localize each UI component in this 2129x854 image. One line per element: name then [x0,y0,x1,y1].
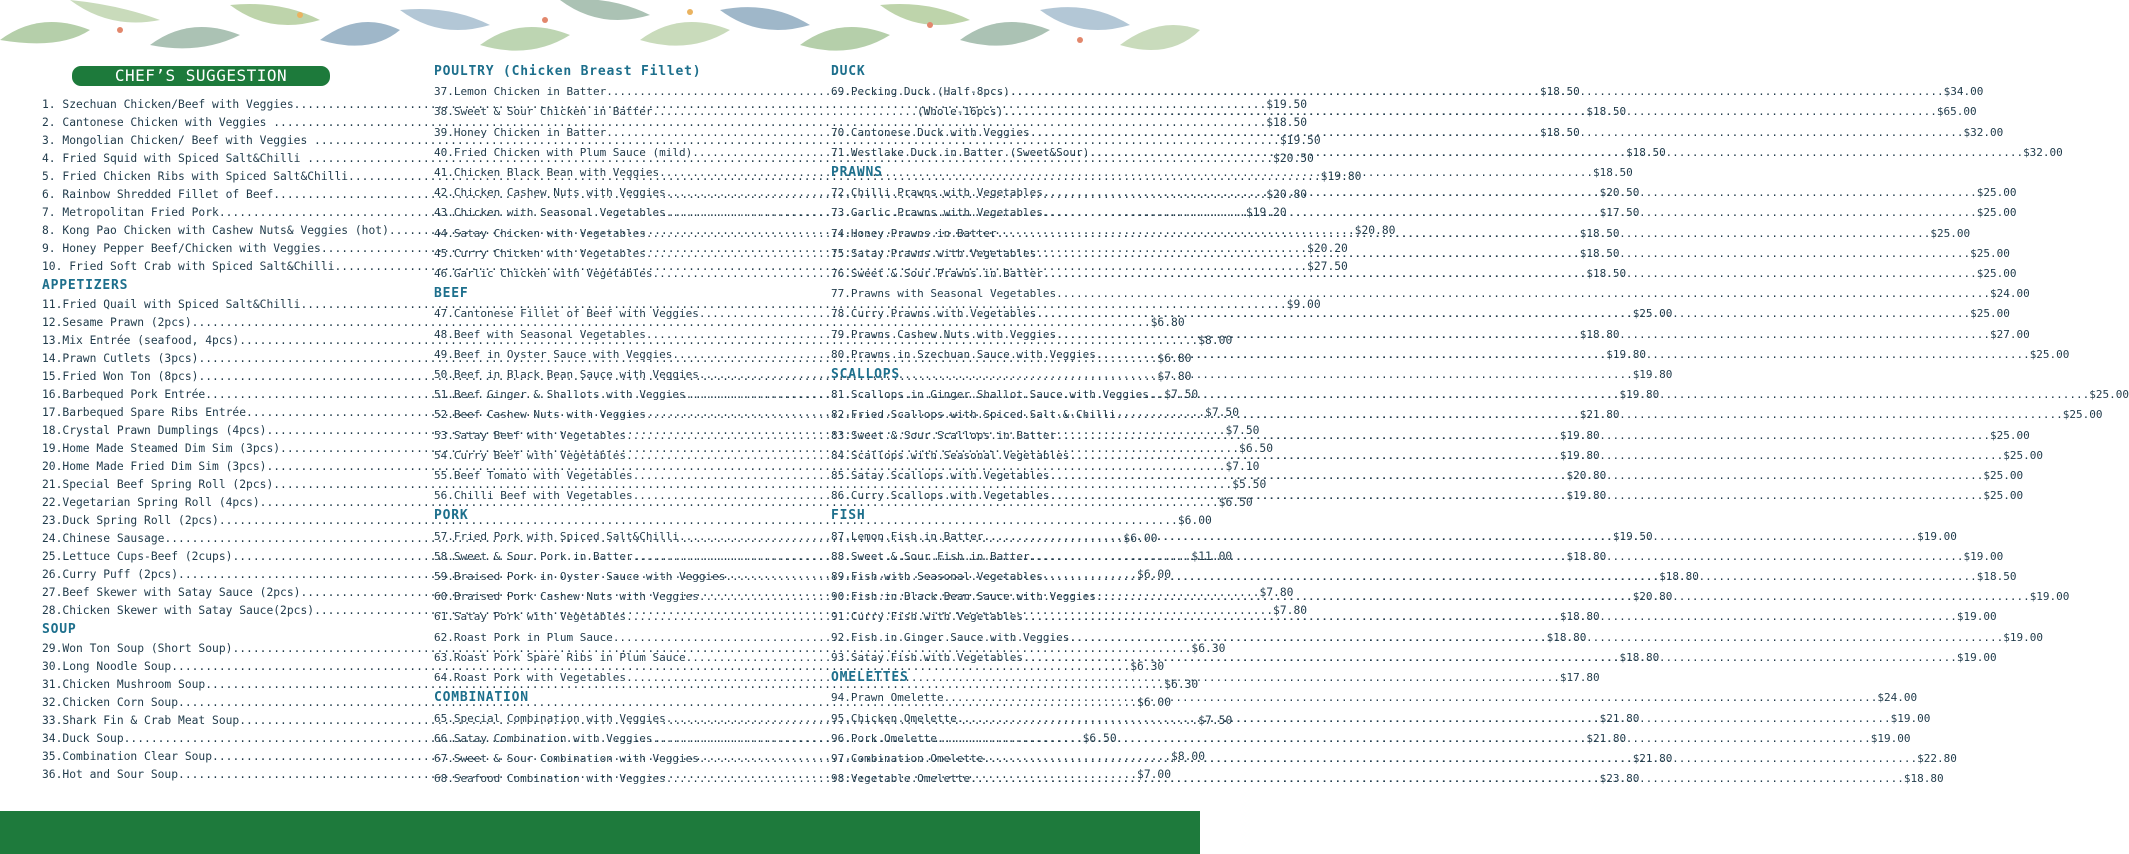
menu-item-name: 79.Prawns Cashew Nuts with Veggies [831,327,1057,341]
menu-item-name: 90.Fish in Black Bean Sauce with Veggies [831,590,1096,604]
menu-item-name: 10. Fried Soft Crab with Spiced Salt&Chilli.. [42,260,349,273]
menu-item-name: 87.Lemon Fish in Batter [831,529,984,543]
dot-leader [1096,345,2030,365]
menu-item-price: $18.80 [1619,650,1660,664]
menu-item-price: $25.00 [1976,186,2017,200]
menu-item-name: 7. Metropolitan Fried Pork.......... [42,206,287,219]
menu-item-name: 46.Garlic Chicken with Vegetables [434,267,653,281]
menu-item-price: $6.30 [1130,660,1165,673]
menu-item-price: $18.50 [1579,226,1620,240]
menu-item-price: $24.00 [1877,691,1918,705]
menu-item-price: $18.50 [1539,125,1580,139]
menu-item-name: 57.Fried Pork with Spiced Salt&Chilli [434,529,680,543]
menu-item-price: $18.50 [1592,166,1633,180]
menu-item-price: $18.80 [1566,549,1607,563]
menu-item-price: $19.80 [1559,428,1600,442]
menu-item-name: 14.Prawn Cutlets (3pcs) [42,352,199,365]
menu-item-name: 76.Sweet & Sour Prawns in Batter [831,267,1043,281]
menu-item-price: $22.80 [1917,751,1957,765]
menu-item-price: $19.20 [1245,206,1287,219]
omelettes-heading: OMELETTES [831,670,909,686]
menu-item-price: $20.20 [1307,242,1348,255]
menu-item-name: 45.Curry Chicken with Vegetables [434,246,646,260]
menu-item-name: 47.Cantonese Fillet of Beef with Veggies [434,307,699,321]
menu-item-price: $19.80 [1606,347,1646,361]
menu-item-name: 22.Vegetarian Spring Roll (4pcs) [42,496,260,509]
menu-item-name: 86.Curry Scallops with Vegetables [831,489,1050,503]
dot-leader [983,749,1917,769]
menu-item-name: 32.Chicken Corn Soup [42,696,179,709]
menu-item-name: 54.Curry Beef with Vegetables [434,448,627,462]
menu-item-price: $6.00 [1123,532,1158,545]
menu-item-name: 53.Satay Beef with Vegetables [434,428,627,442]
menu-item-price: $18.80 [1659,570,1699,584]
menu-item-name: 68.Seafood Combination with Veggies [434,772,666,786]
menu-item-price: $18.50 [1586,105,1627,119]
dot-leader [970,769,1904,789]
menu-item-name: 49.Beef in Oyster Sauce with Veggies [434,347,673,361]
dot-leader [1043,567,1977,587]
menu-item-price: $6.80 [1157,352,1192,365]
menu-item-price: $34.00 [1943,85,1984,99]
dot-leader [983,527,1917,547]
menu-item-price: $65.00 [1936,105,1977,119]
dot-leader [1129,405,2063,425]
menu-item-price: $17.80 [1559,671,1600,685]
menu-item-name: 16.Barbequed Pork Entrée [42,388,206,401]
menu-item-name: 50.Beef in Black Bean Sauce with Veggies [434,368,699,382]
menu-item-price: $7.80 [1259,586,1294,599]
menu-item-price: $25.00 [1976,267,2017,281]
dot-leader [1030,123,1964,143]
menu-item-name: 96.Pork Omelette [831,731,937,745]
menu-item-price: $6.80 [1150,316,1185,329]
menu-item-name: 34.Duck Soup [42,732,124,745]
duck-heading: DUCK [831,64,866,79]
menu-item-price: $8.00 [1171,750,1206,763]
menu-item-name: 94.Prawn Omelette [831,691,944,705]
menu-item-name: 26.Curry Puff (2pcs) [42,568,179,581]
menu-item-name: 15.Fried Won Ton (8pcs) [42,370,199,383]
menu-item-name: 41.Chicken Black Bean with Veggies [434,166,660,180]
menu-item-price: $25.00 [1983,469,2024,483]
dot-leader [1069,628,2003,648]
menu-item-name: 44.Satay Chicken with Vegetables [434,226,646,240]
menu-item-price: $18.50 [1586,267,1627,281]
menu-item-price: $19.80 [1320,170,1362,183]
menu-item-price: $25.00 [1989,428,2030,442]
pork-heading: PORK [434,508,469,524]
menu-item-name: 31.Chicken Mushroom Soup [42,678,206,691]
menu-item-price: $25.00 [2089,388,2129,402]
dot-leader [1056,284,1990,304]
prawns-heading: PRAWNS [831,165,883,181]
menu-item-name: 3. Mongolian Chicken/ Beef with Veggies . [42,134,321,147]
menu-item-name: 56.Chilli Beef with Vegetables [434,489,633,503]
dot-leader [1089,143,2023,163]
menu-item-name: 37.Lemon Chicken in Batter [434,85,607,99]
dot-leader [1003,102,1937,122]
menu-item-price: $27.00 [1989,327,2030,341]
menu-item-price: $18.80 [1903,772,1944,786]
menu-item-name: 5. Fried Chicken Ribs with Spiced Salt&Chilli.. [42,170,362,183]
menu-item-price: $20.80 [1266,188,1308,201]
menu-item-price: $20.80 [1354,224,1396,237]
dot-leader [997,224,1931,244]
menu-item-price: $19.00 [1890,711,1931,725]
menu-item-price: $6.30 [1191,642,1226,655]
menu-item-price: $19.00 [2003,630,2043,644]
menu-item-name: 69.Pecking Duck (Half-8pcs) [831,85,1010,99]
dot-leader [1043,203,1977,223]
menu-item-name: 13.Mix Entrée (seafood, 4pcs) [42,334,240,347]
menu-item-price: $19.50 [1266,98,1308,111]
menu-item-price: $19.00 [2029,590,2070,604]
menu-item-name: 88.Sweet & Sour Fish in Batter [831,549,1030,563]
chef-suggestion-banner: CHEF’S SUGGESTION [72,66,330,86]
dot-leader [957,709,1891,729]
menu-item-name: 65.Special Combination with Veggies [434,711,666,725]
dot-leader [1023,607,1957,627]
menu-item-name: 89.Fish with Seasonal Vegetables [831,570,1043,584]
dot-leader [1043,183,1977,203]
menu-item-name: 67.Sweet & Sour Combination with Veggies [434,751,699,765]
menu-item-price: $25.00 [2003,448,2043,462]
menu-item-name: 43.Chicken with Seasonal Vegetables [434,206,666,220]
menu-item-name: 81.Scallops in Ginger Shallot Sauce with Veggies. [831,388,1156,402]
menu-item-name: 66.Satay Combination with Veggies [434,731,653,745]
menu-item-price: $7.80 [1273,604,1308,617]
menu-item-price: $7.80 [1157,370,1192,383]
menu-item-price: $18.50 [1976,570,2017,584]
menu-item-price: $19.50 [1279,134,1321,147]
menu-item-price: $19.80 [1619,388,1660,402]
combination-heading: COMBINATION [434,690,529,706]
menu-item-name: 82.Fried Scallops with Spiced Salt & Chilli.. [831,408,1130,422]
menu-item-name: 28.Chicken Skewer with Satay Sauce(2pcs) [42,604,315,617]
fish-heading: FISH [831,508,866,524]
dot-leader [937,729,1871,749]
menu-item-price: $25.00 [1983,489,2024,503]
menu-item-name: 97.Combination Omelette [831,751,984,765]
dot-leader [1043,264,1977,284]
menu-item-price: $19.80 [1559,448,1600,462]
menu-item-name: 80.Prawns in Szechuan Sauce with Veggies [831,347,1096,361]
menu-item-price: $20.80 [1632,590,1673,604]
menu-item-price: $7.50 [1205,406,1240,419]
menu-item-price: $11.00 [1191,550,1233,563]
menu-item-name: 23.Duck Spring Roll (2pcs) [42,514,219,527]
menu-item-price: $9.00 [1286,298,1321,311]
menu-item-name: 98.Vegetable Omelette [831,772,971,786]
menu-item-name: 33.Shark Fin & Crab Meat Soup [42,714,240,727]
dot-leader [1030,547,1964,567]
menu-item-price: $19.00 [1963,549,2004,563]
menu-item-price: $19.80 [1566,489,1607,503]
beef-heading: BEEF [434,286,469,302]
menu-item-price: $25.00 [1930,226,1971,240]
menu-item-name: 27.Beef Skewer with Satay Sauce (2pcs) [42,586,301,599]
menu-item-name: 6. Rainbow Shredded Fillet of Beef..... [42,188,308,201]
menu-item-price: $6.00 [1137,568,1172,581]
menu-item-price: $18.50 [1626,145,1666,159]
menu-item-name: 61.Satay Pork with Vegetables [434,610,627,624]
menu-item-price: $25.00 [1976,206,2017,220]
menu-item-name: 38.Sweet & Sour Chicken in Batter [434,105,653,119]
dot-leader [1096,587,2030,607]
menu-item-name: 78.Curry Prawns with Vegetables [831,307,1037,321]
menu-item-price: $6.00 [1177,514,1212,527]
menu-item-name: 85.Satay Scallops with Vegetables [831,469,1050,483]
menu-item-name: 39.Honey Chicken in Batter [434,125,607,139]
menu-item-price: $20.50 [1599,186,1640,200]
menu-item [831,688,1918,708]
menu-item-price: $19.50 [1612,529,1653,543]
menu-item-price: $18.80 [1546,630,1587,644]
menu-item-price: $20.80 [1566,469,1607,483]
menu-item-name: 71.Westlake Duck in Batter (Sweet&Sour) [831,145,1090,159]
dot-leader [1069,446,2003,466]
menu-item-name: 60.Braised Pork Cashew Nuts with Veggies [434,590,699,604]
menu-item-price: $7.10 [1225,460,1260,473]
menu-item-price: $7.00 [1137,768,1172,781]
menu-item-price: $25.00 [2062,408,2103,422]
menu-item-price: $21.80 [1632,751,1673,765]
menu-item-name: 2. Cantonese Chicken with Veggies ..... [42,116,308,129]
menu-item-name: 83.Sweet & Sour Scallops in Batter [831,428,1057,442]
dot-leader [1056,426,1990,446]
dot-leader [944,688,1878,708]
menu-item-name: 29.Won Ton Soup (Short Soup) [42,642,233,655]
menu-item-name: 1. Szechuan Chicken/Beef with Veggies.. [42,98,308,111]
menu-item-name: 9. Honey Pepper Beef/Chicken with Veggies.... [42,242,349,255]
scallops-heading: SCALLOPS [831,367,901,383]
dot-leader [1056,325,1990,345]
menu-item-name: 91.Curry Fish with Vegetables [831,610,1024,624]
menu-item-name: 62.Roast Pork in Plum Sauce [434,630,613,644]
menu-item-name: 72.Chilli Prawns with Vegetables [831,186,1043,200]
menu-item-name: 20.Home Made Fried Dim Sim (3pcs) [42,460,267,473]
menu-item-name: 75.Satay Prawns with Vegetables [831,246,1037,260]
menu-item-price: $21.80 [1586,731,1627,745]
dot-leader [1036,244,1970,264]
menu-item-name: 11.Fried Quail with Spiced Salt&Chilli.... [42,298,328,311]
menu-item-name: 42.Chicken Cashew Nuts with Veggies [434,186,666,200]
menu-item-name: 12.Sesame Prawn (2pcs) [42,316,192,329]
menu-item-price: $6.50 [1082,732,1117,745]
menu-item-name: 36.Hot and Sour Soup [42,768,179,781]
menu-item-price: $19.00 [1917,529,1957,543]
menu-item-name: 40.Fried Chicken with Plum Sauce (mild) [434,145,693,159]
menu-item-name: 92.Fish in Ginger Sauce with Veggies [831,630,1070,644]
menu-item-name: 64.Roast Pork with Vegetables [434,671,627,685]
menu-item-price: $7.50 [1164,388,1199,401]
menu-item-price: $6.00 [1137,696,1172,709]
footer-bar [0,811,1200,854]
menu-item-price: $5.50 [1232,478,1267,491]
dot-leader [1050,486,1984,506]
menu-item-name: 84.Scallops with Seasonal Vegetables [831,448,1070,462]
menu-item [42,658,1165,676]
menu-item-price: $25.00 [1632,307,1673,321]
menu-item-name: 51.Beef Ginger & Shallots with Veggies [434,388,686,402]
menu-item-price: $19.00 [1956,650,1997,664]
menu-item-price: $24.00 [1989,287,2030,301]
menu-item-name: 8. Kong Pao Chicken with Cashew Nuts& Veggies (hot). [42,224,396,237]
menu-item-name: 19.Home Made Steamed Dim Sim (3pcs) [42,442,281,455]
menu-item-price: $32.00 [1963,125,2004,139]
menu-item-name: 63.Roast Pork Spare Ribs in Plum Sauce [434,650,686,664]
menu-item-price: $25.00 [1970,246,2010,260]
menu-item [831,284,2030,304]
menu-item-price: $18.80 [1579,327,1620,341]
menu-item-price: $27.50 [1307,260,1348,273]
dot-leader [1036,304,1970,324]
menu-item-price: $19.80 [1632,368,1673,382]
menu-item-price: $18.50 [1579,246,1620,260]
appetizers-heading: APPETIZERS [42,278,129,293]
menu-item-name: 95.Chicken Omelette [831,711,957,725]
menu-item-name: 17.Barbequed Spare Ribs Entrée [42,406,247,419]
menu-item-name: 55.Beef Tomato with Vegetables [434,469,633,483]
menu-item-price: $25.00 [1970,307,2010,321]
menu-item-price: $6.50 [1239,442,1274,455]
menu-item-name: 18.Crystal Prawn Dumplings (4pcs) [42,424,267,437]
menu-item-name: 25.Lettuce Cups-Beef (2cups) [42,550,233,563]
menu-item-name: 4. Fried Squid with Spiced Salt&Chilli . [42,152,315,165]
menu-item-price: $18.50 [1539,85,1580,99]
menu-item-name: (Whole-16pcs) [917,105,1004,119]
menu-item-price: $18.50 [1266,116,1308,129]
soup-heading: SOUP [42,622,77,637]
menu-item-price: $6.30 [1164,678,1199,691]
dot-leader [1010,82,1944,102]
menu-item-name: 24.Chinese Sausage [42,532,165,545]
menu-item-price: $18.80 [1559,610,1600,624]
menu-item-price: $19.00 [1870,731,1911,745]
menu-item-price: $7.50 [1198,714,1233,727]
menu-item-name: 93.Satay Fish with Vegetables [831,650,1024,664]
menu-item-price: $6.50 [1218,496,1253,509]
menu-item-name: 21.Special Beef Spring Roll (2pcs) [42,478,274,491]
menu-item-name: 59.Braised Pork in Oyster Sauce with Veggies [434,570,726,584]
menu-item-price: $21.80 [1599,711,1640,725]
menu-item-name: 70.Cantonese Duck with Veggies [831,125,1030,139]
menu-item-price: $17.50 [1599,206,1640,220]
menu-item-name: 35.Combination Clear Soup [42,750,213,763]
menu-item-price: $7.50 [1225,424,1260,437]
dot-leader [1050,466,1984,486]
menu-item-name: 73.Garlic Prawns with Vegetables [831,206,1043,220]
menu-item-name: 74.Honey Prawns in Batter [831,226,997,240]
menu-item-name: 30.Long Noodle Soup [42,660,172,673]
menu-item-name: 58.Sweet & Sour Pork in Batter [434,549,633,563]
menu-item-price: $21.80 [1579,408,1620,422]
menu-item-price: $19.00 [1956,610,1997,624]
menu-item-price: $25.00 [2029,347,2070,361]
menu-item-name: 77.Prawns with Seasonal Vegetables [831,287,1057,301]
menu-item-price: $20.50 [1273,152,1314,165]
poultry-heading: POULTRY (Chicken Breast Fillet) [434,64,702,79]
dot-leader [1156,385,2090,405]
menu-item-price: $8.00 [1198,334,1233,347]
menu-item-price: $32.00 [2023,145,2063,159]
menu-item-name: 52.Beef Cashew Nuts with Veggies [434,408,646,422]
menu-item-price: $23.80 [1599,772,1640,786]
foliage-decoration [0,0,1200,70]
dot-leader [1023,648,1957,668]
menu-item-name: 48.Beef with Seasonal Vegetables [434,327,646,341]
